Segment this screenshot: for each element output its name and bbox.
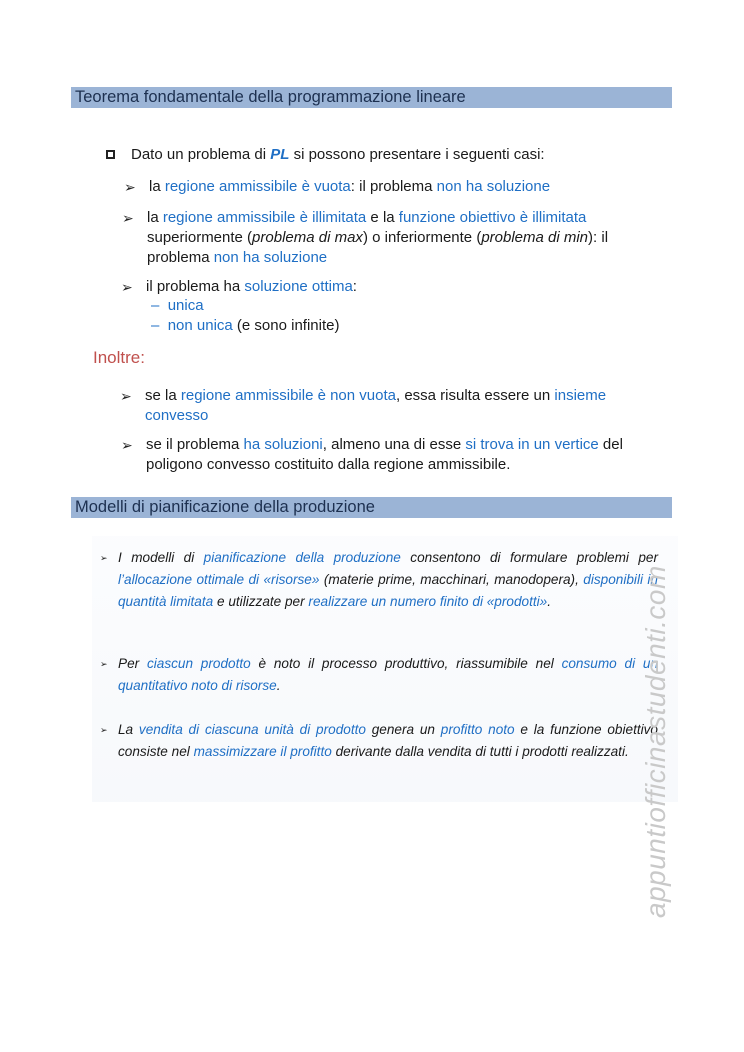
arrow-bullet-icon: ➢ [121, 437, 133, 453]
section-header-modelli [71, 497, 672, 518]
paragraph-2: Per ciascun prodotto è noto il processo produttivo, riassumibile nel consumo di un quantitativo noto di risorse. [118, 656, 659, 693]
case2-line3: problema non ha soluzione [147, 249, 328, 266]
case3-sub1: – unica [151, 297, 204, 314]
case3-sub2: – non unica (e sono infinite) [151, 317, 340, 334]
arrow-bullet-icon: ➢ [100, 725, 108, 735]
case1-line: la regione ammissibile è vuota: il problema non ha soluzione [149, 178, 551, 195]
arrow-bullet-icon: ➢ [120, 388, 132, 404]
case3-line: il problema ha soluzione ottima: [146, 278, 357, 295]
checkbox-bullet-icon [106, 150, 115, 159]
point1-line1: se la regione ammissibile è non vuota, essa risulta essere un insieme [145, 387, 607, 404]
header-text: Teorema fondamentale della programmazione lineare [75, 88, 466, 106]
header-text: Modelli di pianificazione della produzione [75, 498, 375, 516]
point2-line2: poligono convesso costituito dalla regione ammissibile. [146, 456, 511, 473]
arrow-bullet-icon: ➢ [124, 179, 136, 195]
inoltre-heading: Inoltre: [93, 348, 145, 367]
arrow-bullet-icon: ➢ [121, 279, 133, 295]
section-header-teorema [71, 87, 672, 108]
point2-line1: se il problema ha soluzioni, almeno una di esse si trova in un vertice del [146, 436, 623, 453]
paragraph-3: La vendita di ciascuna unità di prodotto genera un profitto noto e la funzione obiettivo consiste nel massimizzare il profitto derivante dalla vendita di tutti i prodotti realizzati. [118, 722, 658, 759]
watermark: appuntiofficinastudenti.com [640, 565, 671, 918]
arrow-bullet-icon: ➢ [100, 659, 108, 669]
point1-line2: convesso [145, 407, 209, 424]
case2-line1: la regione ammissibile è illimitata e la funzione obiettivo è illimitata [147, 209, 587, 226]
arrow-bullet-icon: ➢ [100, 553, 108, 563]
intro-line: Dato un problema di PL si possono presentare i seguenti casi: [131, 146, 545, 163]
case2-line2: superiormente (problema di max) o inferiormente (problema di min): il [147, 229, 609, 246]
arrow-bullet-icon: ➢ [122, 210, 134, 226]
paragraph-1: I modelli di pianificazione della produzione consentono di formulare problemi per l’allocazione ottimale di «risorse» (materie prime, macchinari, manodopera), disponibili in quantità limitata e utilizzate per realizzare un numero finito di «prodotti». [118, 550, 658, 609]
